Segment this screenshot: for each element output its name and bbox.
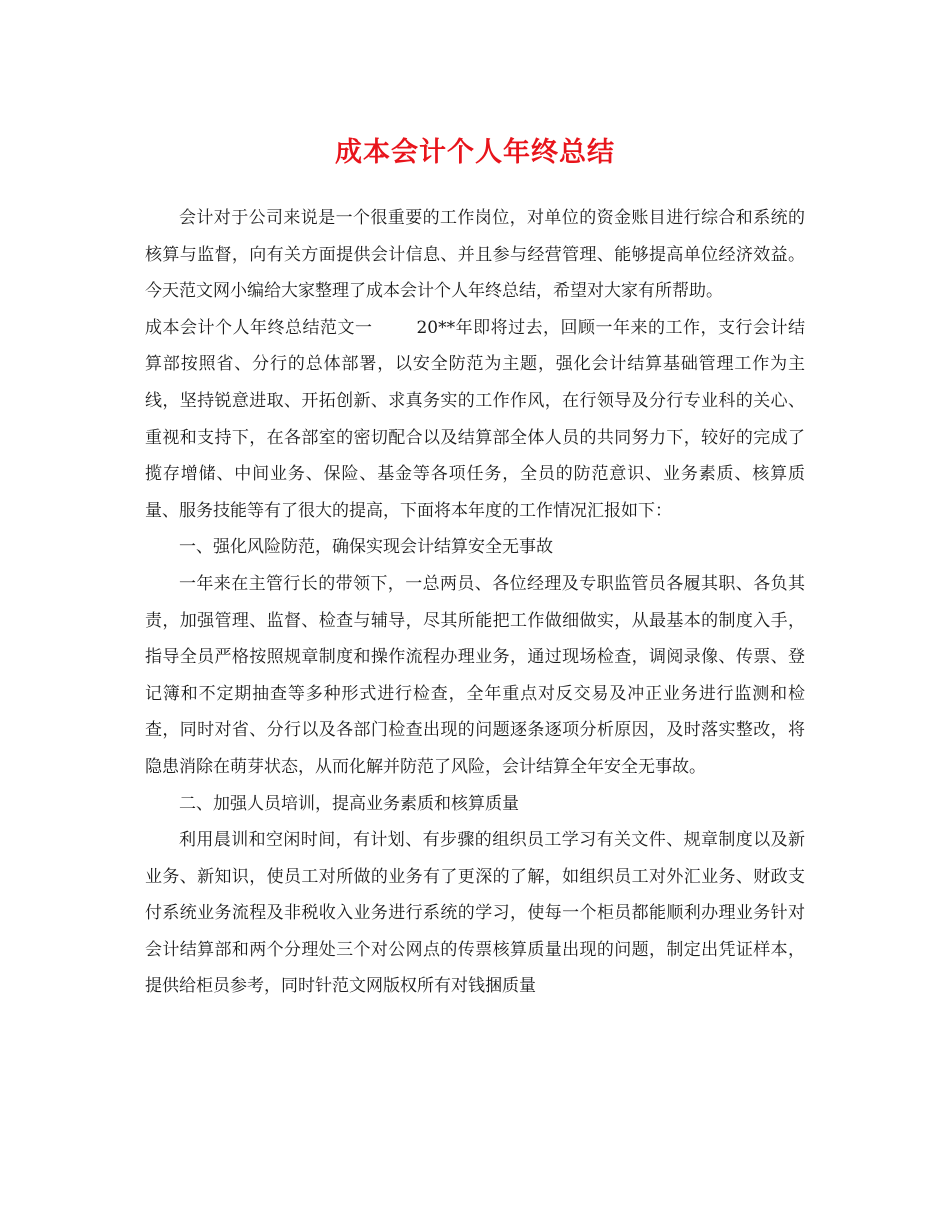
section2-paragraph: 利用晨训和空闲时间，有计划、有步骤的组织员工学习有关文件、规章制度以及新业务、新知识，使员工对所做的业务有了更深的了解，如组织员工对外汇业务、财政支付系统业务流程及非税收入业务进行系统的学习，使每一个柜员都能顺利办理业务针对会计结算部和两个分理处三个对公网点的传票核算质量出现的问题，制定出凭证样本，提供给柜员参考，同时针范文网版权所有对钱捆质量 — [145, 830, 805, 997]
intro-paragraph: 会计对于公司来说是一个很重要的工作岗位，对单位的资金账目进行综合和系统的核算与监督，向有关方面提供会计信息、并且参与经营管理、能够提高单位经济效益。今天范文网小编给大家整理了成本会计个人年终总结，希望对大家有所帮助。 — [145, 208, 805, 302]
document-body — [145, 200, 805, 1005]
document-title: 成本会计个人年终总结 — [335, 137, 615, 168]
sample-opening: 20**年即将过去，回顾一年来的工作，支行会计结算部按照省、分行的总体部署，以安全防范为主题，强化会计结算基础管理工作为主线，坚持锐意进取、开拓创新、求真务实的工作作风，在行领导及分行专业科的关心、重视和支持下，在各部室的密切配合以及结算部全体人员的共同努力下，较好的完成了揽存增储、中间业务、保险、基金等各项任务，全员的防范意识、业务素质、核算质量、服务技能等有了很大的提高，下面将本年度的工作情况汇报如下： — [145, 317, 805, 521]
sample-paragraph — [145, 310, 805, 530]
section1-paragraph: 一年来在主管行长的带领下，一总两员、各位经理及专职监管员各履其职、各负其责，加强管理、监督、检查与辅导，尽其所能把工作做细做实，从最基本的制度入手，指导全员严格按照规章制度和操作流程办理业务，通过现场检查，调阅录像、传票、登记簿和不定期抽查等多种形式进行检查，全年重点对反交易及冲正业务进行监测和检查，同时对省、分行以及各部门检查出现的问题逐条逐项分析原因，及时落实整改，将隐患消除在萌芽状态，从而化解并防范了风险，会计结算全年安全无事故。 — [145, 573, 805, 777]
section1-heading: 一、强化风险防范，确保实现会计结算安全无事故 — [179, 537, 553, 558]
sample-heading: 成本会计个人年终总结范文一 — [145, 317, 373, 338]
section2-heading: 二、加强人员培训，提高业务素质和核算质量 — [179, 793, 519, 814]
